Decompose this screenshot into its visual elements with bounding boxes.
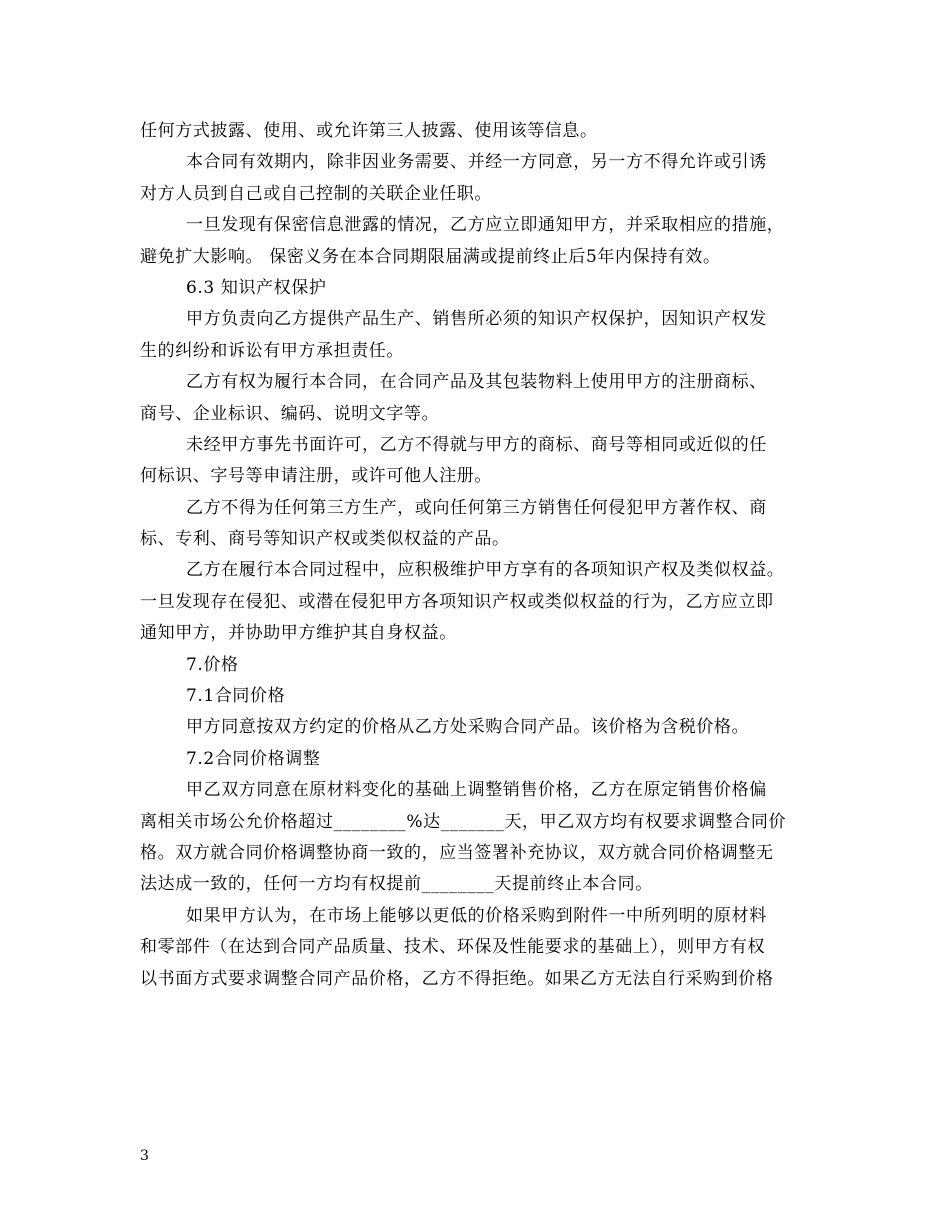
- text-line: 生的纠纷和诉讼有甲方承担责任。: [140, 340, 404, 361]
- text-line: 甲方负责向乙方提供产品生产、销售所必须的知识产权保护，因知识产权发: [186, 309, 767, 330]
- text-line: 乙方在履行本合同过程中，应积极维护甲方享有的各项知识产权及类似权益。: [186, 560, 785, 581]
- text-line: 任何方式披露、使用、或允许第三人披露、使用该等信息。: [140, 121, 598, 141]
- text-line: 未经甲方事先书面许可，乙方不得就与甲方的商标、商号等相同或近似的任: [186, 434, 767, 455]
- text-line: 商号、企业标识、编码、说明文字等。: [140, 403, 440, 424]
- text-line: 避免扩大影响。 保密义务在本合同期限届满或提前终止后5年内保持有效。: [140, 246, 721, 267]
- text-line: 6.3 知识产权保护: [186, 277, 327, 298]
- text-line: 一旦发现有保密信息泄露的情况，乙方应立即通知甲方，并采取相应的措施，: [186, 215, 785, 236]
- text-line: 7.价格: [186, 654, 239, 675]
- document-body: [140, 116, 820, 995]
- text-line: 如果甲方认为，在市场上能够以更低的价格采购到附件一中所列明的原材料: [186, 905, 767, 926]
- text-line: 乙方不得为任何第三方生产，或向任何第三方销售任何侵犯甲方著作权、商: [186, 497, 767, 518]
- text-line: 甲方同意按双方约定的价格从乙方处采购合同产品。该价格为含税价格。: [186, 717, 750, 738]
- text-line: 7.2合同价格调整: [186, 748, 321, 769]
- text-line: 法达成一致的，任何一方均有权提前________天提前终止本合同。: [140, 874, 653, 895]
- text-line: 甲乙双方同意在原材料变化的基础上调整销售价格，乙方在原定销售价格偏: [186, 780, 767, 801]
- text-line: 标、专利、商号等知识产权或类似权益的产品。: [140, 529, 510, 550]
- page-number: 3: [140, 1148, 149, 1164]
- text-line: 乙方有权为履行本合同，在合同产品及其包装物料上使用甲方的注册商标、: [186, 372, 767, 393]
- text-line: 和零部件（在达到合同产品质量、技术、环保及性能要求的基础上），则甲方有权: [140, 937, 766, 958]
- text-line: 一旦发现存在侵犯、或潜在侵犯甲方各项知识产权或类似权益的行为，乙方应立即: [140, 591, 774, 612]
- text-line: 何标识、字号等申请注册，或许可他人注册。: [140, 466, 492, 487]
- text-line: 7.1合同价格: [186, 686, 286, 707]
- text-line: 以书面方式要求调整合同产品价格，乙方不得拒绝。如果乙方无法自行采购到价格: [140, 968, 774, 989]
- text-line: 通知甲方，并协助甲方维护其自身权益。: [140, 623, 457, 644]
- text-line: 本合同有效期内，除非因业务需要、并经一方同意，另一方不得允许或引诱: [186, 152, 767, 173]
- text-line: 格。双方就合同价格调整协商一致的，应当签署补充协议，双方就合同价格调整无: [140, 842, 774, 863]
- text-line: 离相关市场公允价格超过________%达_______天，甲乙双方均有权要求调整合同价: [140, 811, 787, 832]
- text-line: 对方人员到自己或自己控制的关联企业任职。: [140, 183, 492, 204]
